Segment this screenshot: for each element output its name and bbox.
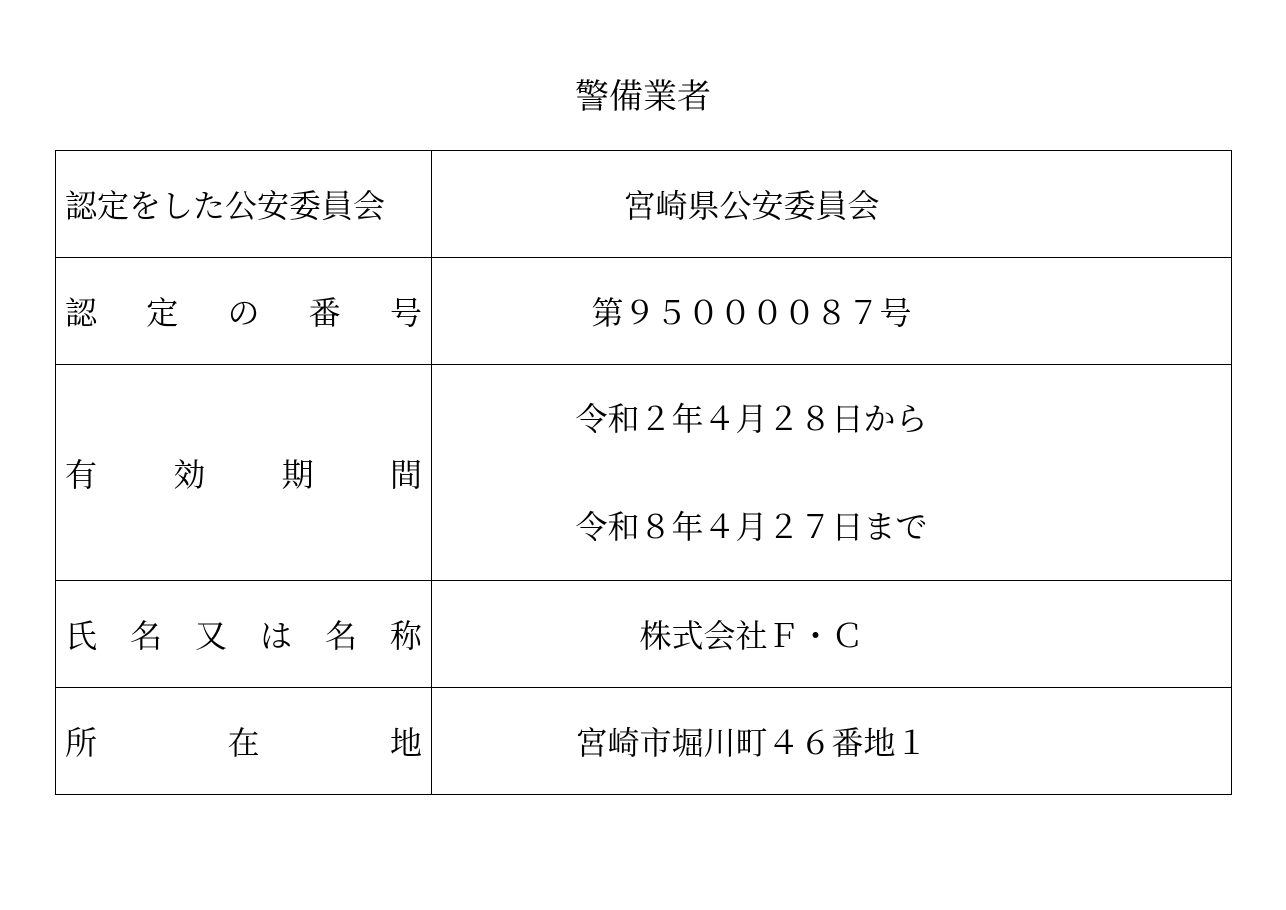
label-cell [56, 365, 432, 581]
label-char: は [259, 617, 292, 655]
table-row [56, 688, 1232, 795]
label-char: 号 [389, 294, 422, 332]
label-address [65, 718, 422, 764]
value-company-name: 株式会社Ｆ・Ｃ [639, 617, 864, 655]
value-cell [432, 581, 1232, 688]
value-cell [432, 151, 1232, 258]
label-validity-period [65, 450, 422, 496]
value-period-from: 令和２年４月２８日から [575, 399, 928, 438]
label-char: 名 [324, 617, 357, 655]
label-char: 在 [227, 724, 260, 762]
label-char: 定 [146, 294, 179, 332]
table-row [56, 581, 1232, 688]
label-name [65, 611, 422, 657]
value-certification-number: 第９５００００８７号 [591, 294, 912, 332]
certificate-table [55, 150, 1232, 795]
table-row [56, 365, 1232, 581]
value-certifying-commission: 宮崎県公安委員会 [623, 187, 880, 225]
value-period-to: 令和８年４月２７日まで [575, 507, 928, 546]
label-char: の [227, 294, 260, 332]
label-certifying-commission: 認定をした公安委員会 [65, 187, 386, 225]
label-char: 番 [308, 294, 341, 332]
label-char: 氏 [65, 617, 98, 655]
label-char: 地 [389, 724, 422, 762]
label-cell [56, 581, 432, 688]
table-row [56, 258, 1232, 365]
label-char: 有 [65, 455, 98, 494]
label-cell [56, 688, 432, 795]
label-char: 又 [194, 617, 227, 655]
value-cell [432, 365, 1232, 581]
label-cell [56, 151, 432, 258]
value-cell [432, 688, 1232, 795]
label-char: 期 [281, 455, 314, 494]
table-row [56, 151, 1232, 258]
label-char: 認 [65, 294, 98, 332]
label-cell [56, 258, 432, 365]
label-char: 称 [389, 617, 422, 655]
document-title: 警備業者 [575, 77, 711, 117]
value-address: 宮崎市堀川町４６番地１ [575, 724, 928, 762]
label-certification-number [65, 288, 422, 334]
value-cell [432, 258, 1232, 365]
label-char: 効 [173, 455, 206, 494]
label-char: 所 [65, 724, 98, 762]
label-char: 名 [129, 617, 162, 655]
label-char: 間 [389, 455, 422, 494]
